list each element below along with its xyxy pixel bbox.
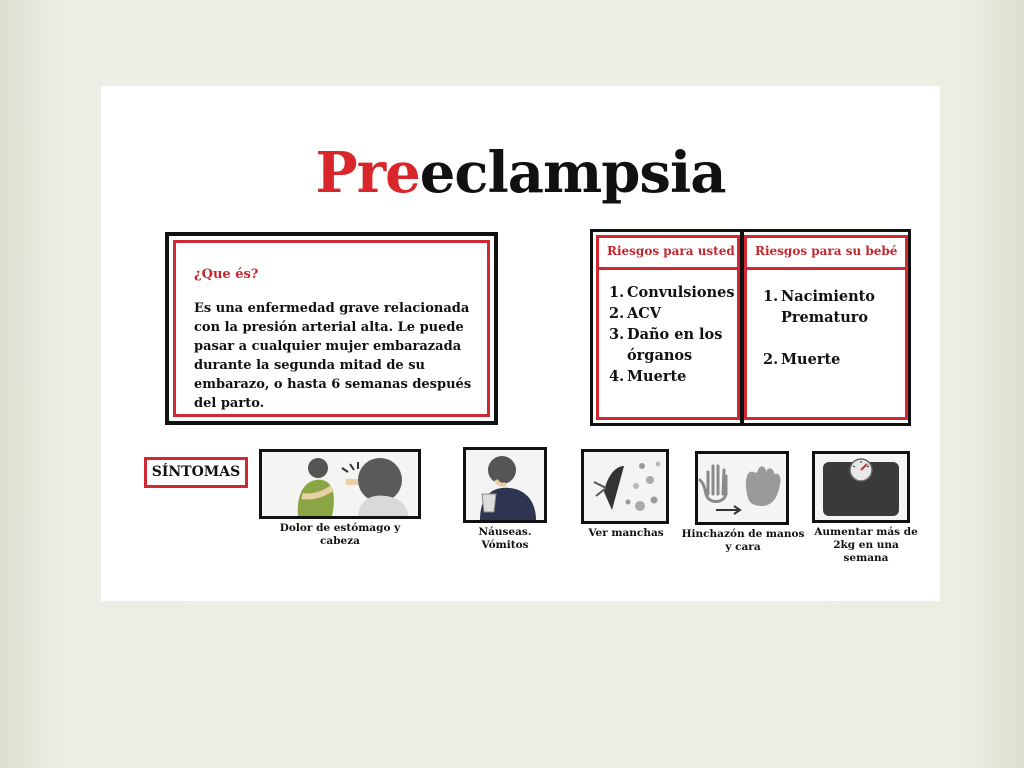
what-is-inner-frame	[173, 240, 490, 417]
what-is-text: Es una enfermedad grave relacionada con la presión arterial alta. Le puede pasar a cualquier mujer embarazada durante la segunda mitad de su embarazo, o hasta 6 semanas después del parto.	[194, 301, 472, 411]
list-item	[763, 349, 905, 370]
slide-title	[101, 138, 940, 208]
what-is-heading: ¿Que és?	[194, 267, 259, 282]
symptom-caption: Dolor de estómago y cabeza	[279, 522, 401, 547]
risks-baby-column	[744, 235, 908, 420]
item-number: 1.	[609, 284, 625, 301]
item-text: Muerte	[627, 368, 687, 385]
list-item	[609, 366, 737, 387]
title-rest: eclampsia	[419, 140, 726, 206]
symptom-caption: Aumentar más de 2kg en una semana	[814, 526, 918, 564]
list-item	[609, 324, 737, 366]
weight-scale-icon	[812, 451, 910, 523]
item-number: 3.	[609, 326, 625, 343]
symptom-caption: Hinchazón de manos y cara	[681, 528, 805, 553]
symptoms-label: SÍNTOMAS	[144, 457, 248, 488]
symptom-swelling	[681, 451, 805, 554]
risks-you-list	[599, 270, 737, 387]
list-item	[609, 303, 737, 324]
swollen-hands-icon	[695, 451, 789, 525]
nausea-vomit-icon	[463, 447, 547, 523]
item-text: Daño en los órganos	[627, 326, 723, 364]
symptom-caption: Náuseas. Vómitos	[478, 526, 532, 551]
item-number: 2.	[609, 305, 625, 322]
item-text: Convulsiones	[627, 284, 735, 301]
stomach-head-pain-icon	[259, 449, 421, 519]
item-text: Muerte	[781, 351, 841, 368]
symptom-spots	[581, 449, 671, 540]
risks-baby-list	[747, 270, 905, 370]
item-text: ACV	[627, 305, 662, 322]
slide	[101, 86, 940, 601]
symptom-nausea	[463, 447, 547, 552]
list-item	[763, 286, 905, 328]
item-number: 4.	[609, 368, 625, 385]
item-number: 1.	[763, 288, 779, 305]
symptom-weight-gain	[809, 451, 923, 565]
risks-you-heading: Riesgos para usted	[599, 238, 737, 270]
item-text: Nacimiento Prematuro	[781, 288, 875, 326]
list-item	[609, 282, 737, 303]
item-number: 2.	[763, 351, 779, 368]
symptom-caption: Ver manchas	[588, 527, 664, 539]
seeing-spots-icon	[581, 449, 669, 524]
risks-you-column	[596, 235, 740, 420]
what-is-box	[165, 232, 498, 425]
risks-baby-heading: Riesgos para su bebé	[747, 238, 905, 270]
title-highlight: Pre	[315, 140, 420, 206]
symptom-stomach-head-pain	[259, 449, 421, 548]
risks-table	[590, 229, 911, 426]
